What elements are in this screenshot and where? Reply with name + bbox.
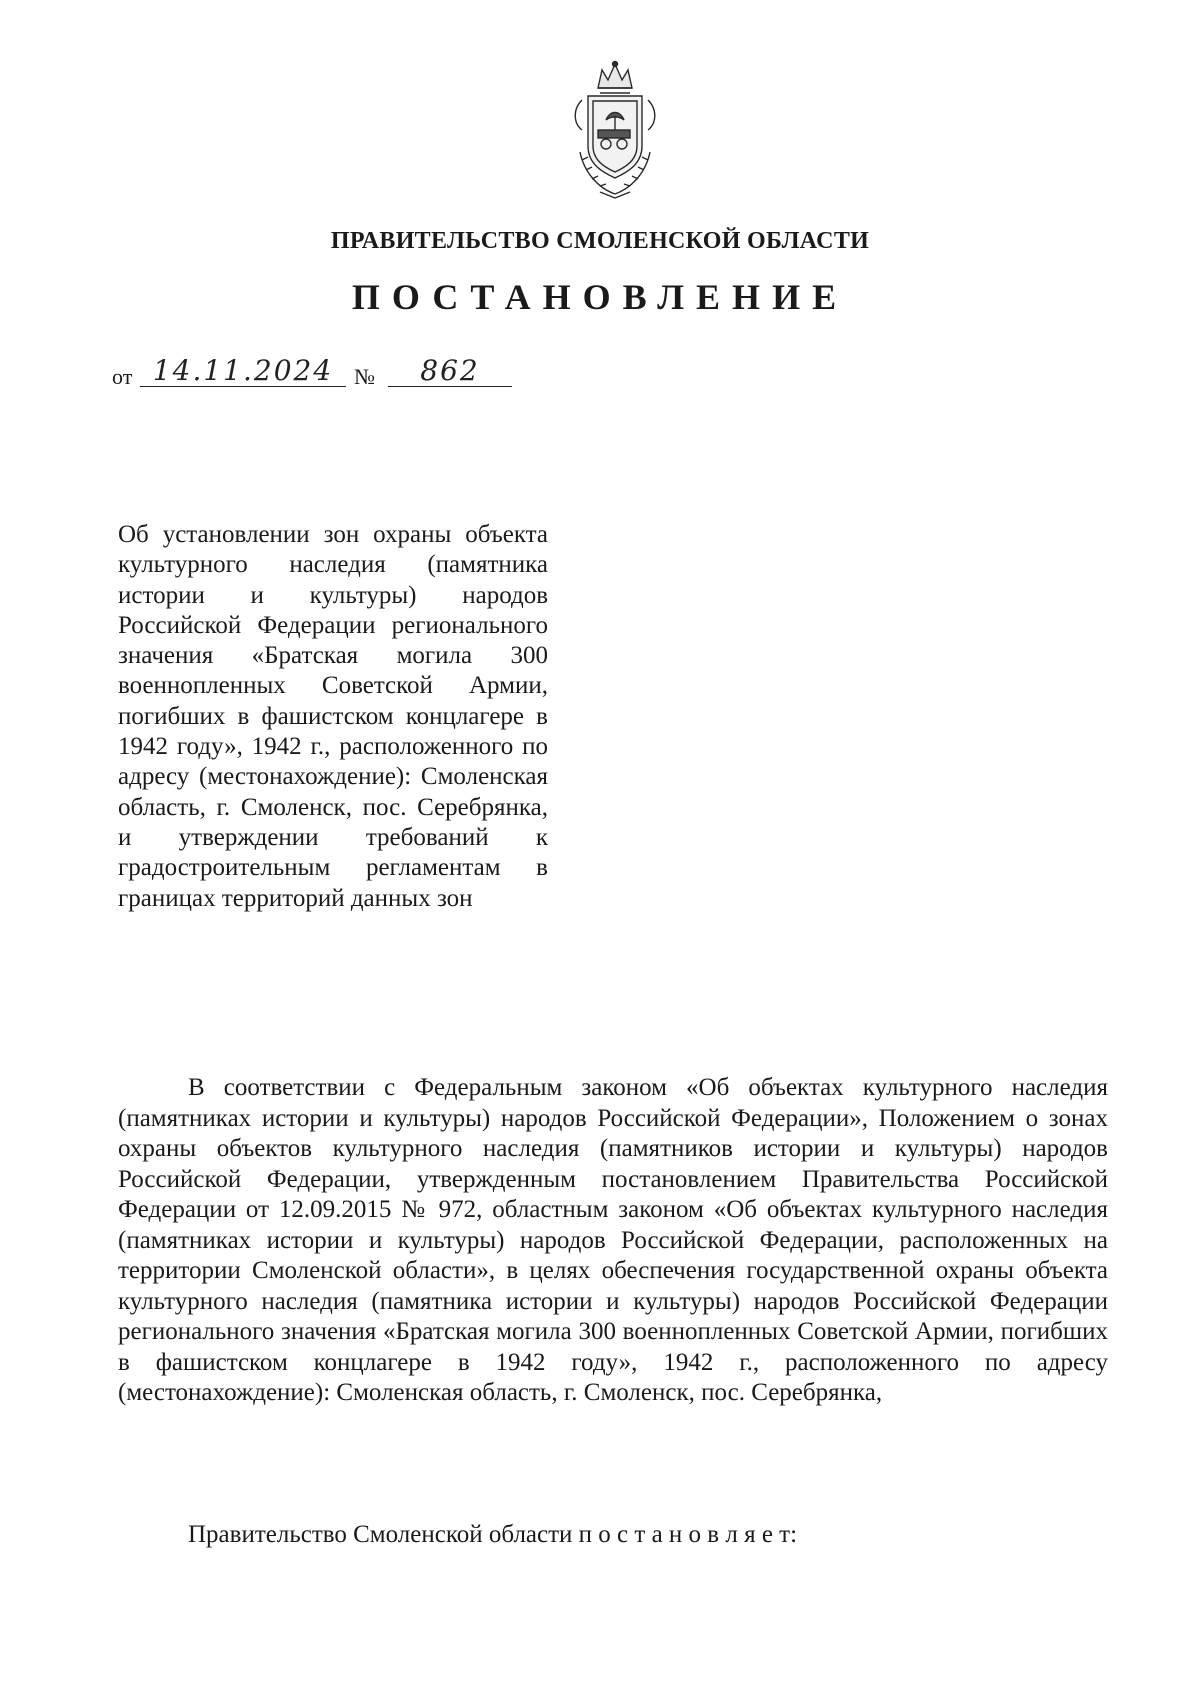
preamble-paragraph: В соответствии с Федеральным законом «Об объектах культурного наследия (памятниках истории и культуры) народов Российской Федерации», Положением о зонах охраны объектов культурного наследия (памятников истории и культуры) народов Российской Федерации, утвержденным постановлением Правительства Российской Федерации от 12.09.2015 № 972, областным законом «Об объектах культурного наследия (памятниках истории и культуры) народов Российской Федерации, расположенных на территории Смоленской области», в целях обеспечения государственной охраны объекта культурного наследия (памятника истории и культуры) народов Российской Федерации регионального значения «Братская могила 300 военнопленных Советской Армии, погибших в фашистском концлагере в 1942 году», 1942 г., расположенного по адресу (местонахождение): Смоленская область, г. Смоленск, пос. Серебрянка, [118, 1074, 1108, 1406]
document-subject: Об установлении зон охраны объекта культурного наследия (памятника истории и культуры) народов Российской Федерации регионального значения «Братская могила 300 военнопленных Советской Армии, погибших в фашистском концлагере в 1942 году», 1942 г., расположенного по адресу (местонахождение): Смоленская область, г. Смоленск, пос. Серебрянка, и утверждении требований к градостроительным регламентам в границах территорий данных зон [118, 521, 548, 912]
date-number-line [112, 356, 592, 396]
document-type-title: ПОСТАНОВЛЕНИЕ [351, 277, 849, 317]
number-value: 862 [388, 356, 512, 387]
organization-title: ПРАВИТЕЛЬСТВО СМОЛЕНСКОЙ ОБЛАСТИ [330, 228, 870, 254]
date-label: от [112, 364, 133, 389]
smolensk-coat-of-arms-icon [560, 60, 670, 200]
date-value: 14.11.2024 [140, 356, 346, 387]
number-label: № [354, 364, 375, 389]
decree-statement: Правительство Смоленской области п о с т а н о в л я е т: [188, 1521, 798, 1548]
